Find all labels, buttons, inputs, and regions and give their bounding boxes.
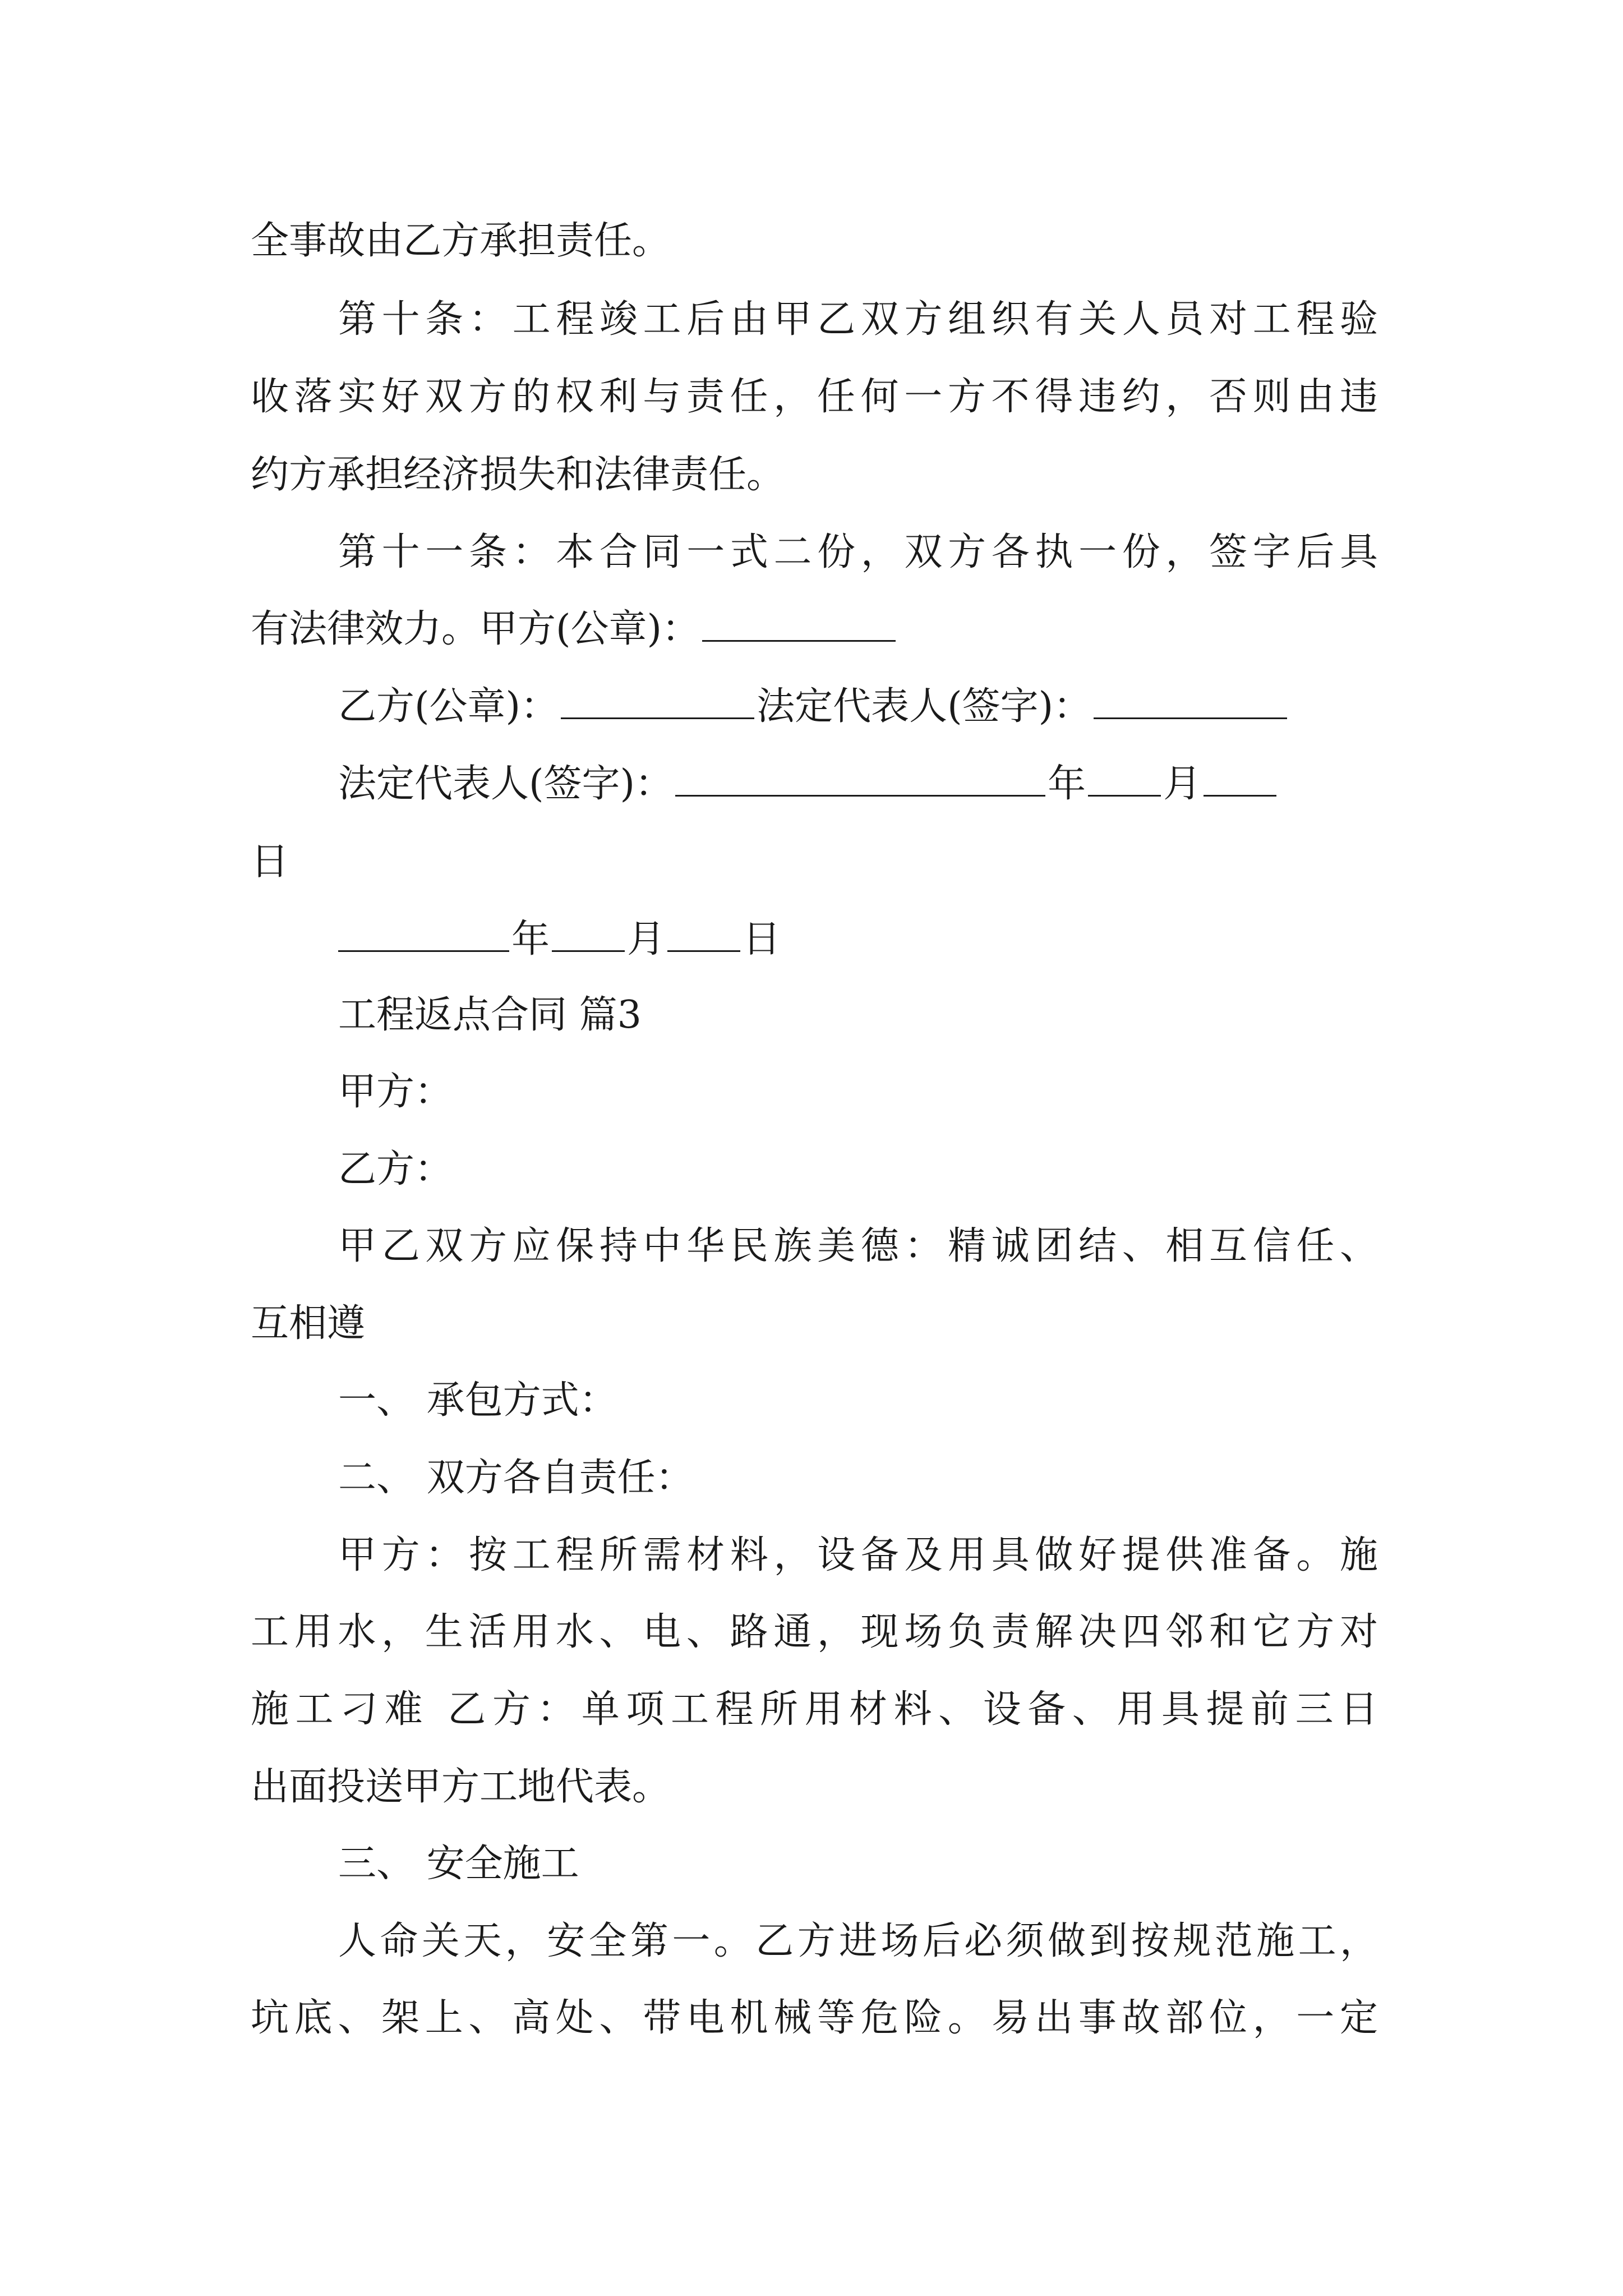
year-label: 年: [1048, 762, 1086, 806]
safety-line-1: 人命关天，安全第一。乙方进场后必须做到按规范施工，: [338, 1919, 1378, 1963]
party-b-seal-label: 乙方(公章)：: [338, 684, 559, 729]
clause-11-line-2: [251, 601, 1378, 657]
legal-rep-label: 法定代表人(签字)：: [757, 684, 1092, 729]
year-blank-2: [338, 915, 509, 952]
section-title: 工程返点合同 篇3: [338, 993, 642, 1037]
day-blank: [1204, 760, 1276, 797]
clause-11-line-1: 第十一条：本合同一式二份，双方各执一份，签字后具: [338, 530, 1378, 574]
signature-line-1: [338, 679, 1378, 735]
day-label-2: 日: [743, 917, 781, 961]
legal-rep-label-2: 法定代表人(签字)：: [338, 762, 674, 806]
year-label-2: 年: [511, 917, 550, 961]
party-b-line: 乙方：: [338, 1147, 453, 1191]
legal-rep-blank: [1094, 683, 1287, 719]
item-1-heading: 一、 承包方式：: [338, 1378, 617, 1423]
month-blank-2: [552, 915, 625, 952]
day-label: 日: [251, 840, 289, 884]
party-b-seal-blank: [561, 683, 754, 719]
duties-line-1: 甲方：按工程所需材料，设备及用具做好提供准备。施: [338, 1533, 1378, 1577]
item-2-heading: 二、 双方各自责任：: [338, 1456, 694, 1500]
signature-line-2: [338, 756, 1378, 812]
item-3-heading: 三、 安全施工: [338, 1842, 579, 1886]
date-line: [338, 912, 1378, 968]
clause-10-line-2: 收落实好双方的权利与责任，任何一方不得违约，否则由违: [251, 375, 1378, 419]
duties-line-3: 施工刁难 乙方：单项工程所用材料、设备、用具提前三日: [251, 1687, 1378, 1732]
duties-line-2: 工用水，生活用水、电、路通，现场负责解决四邻和它方对: [251, 1610, 1378, 1654]
month-label: 月: [1163, 762, 1202, 806]
month-label-2: 月: [627, 917, 666, 961]
month-blank: [1088, 760, 1161, 797]
day-blank-2: [667, 915, 740, 952]
signature-line-3: [251, 834, 1378, 890]
party-a-seal-blank: [702, 605, 896, 642]
safety-line-2: 坑底、架上、高处、带电机械等危险。易出事故部位，一定: [251, 1996, 1378, 2040]
clause-10-line-1: 第十条：工程竣工后由甲乙双方组织有关人员对工程验: [338, 297, 1378, 342]
virtue-line-2: 互相遵: [251, 1301, 366, 1346]
party-a-seal-label: 有法律效力。甲方(公章)：: [251, 607, 700, 651]
duties-line-4: 出面投送甲方工地代表。: [251, 1765, 671, 1809]
clause-10-line-3: 约方承担经济损失和法律责任。: [251, 453, 785, 497]
virtue-line-1: 甲乙双方应保持中华民族美德：精诚团结、相互信任、: [338, 1224, 1378, 1268]
paragraph-line: 全事故由乙方承担责任。: [251, 219, 671, 263]
legal-rep-blank-2: [675, 760, 1045, 797]
party-a-line: 甲方：: [338, 1070, 453, 1114]
